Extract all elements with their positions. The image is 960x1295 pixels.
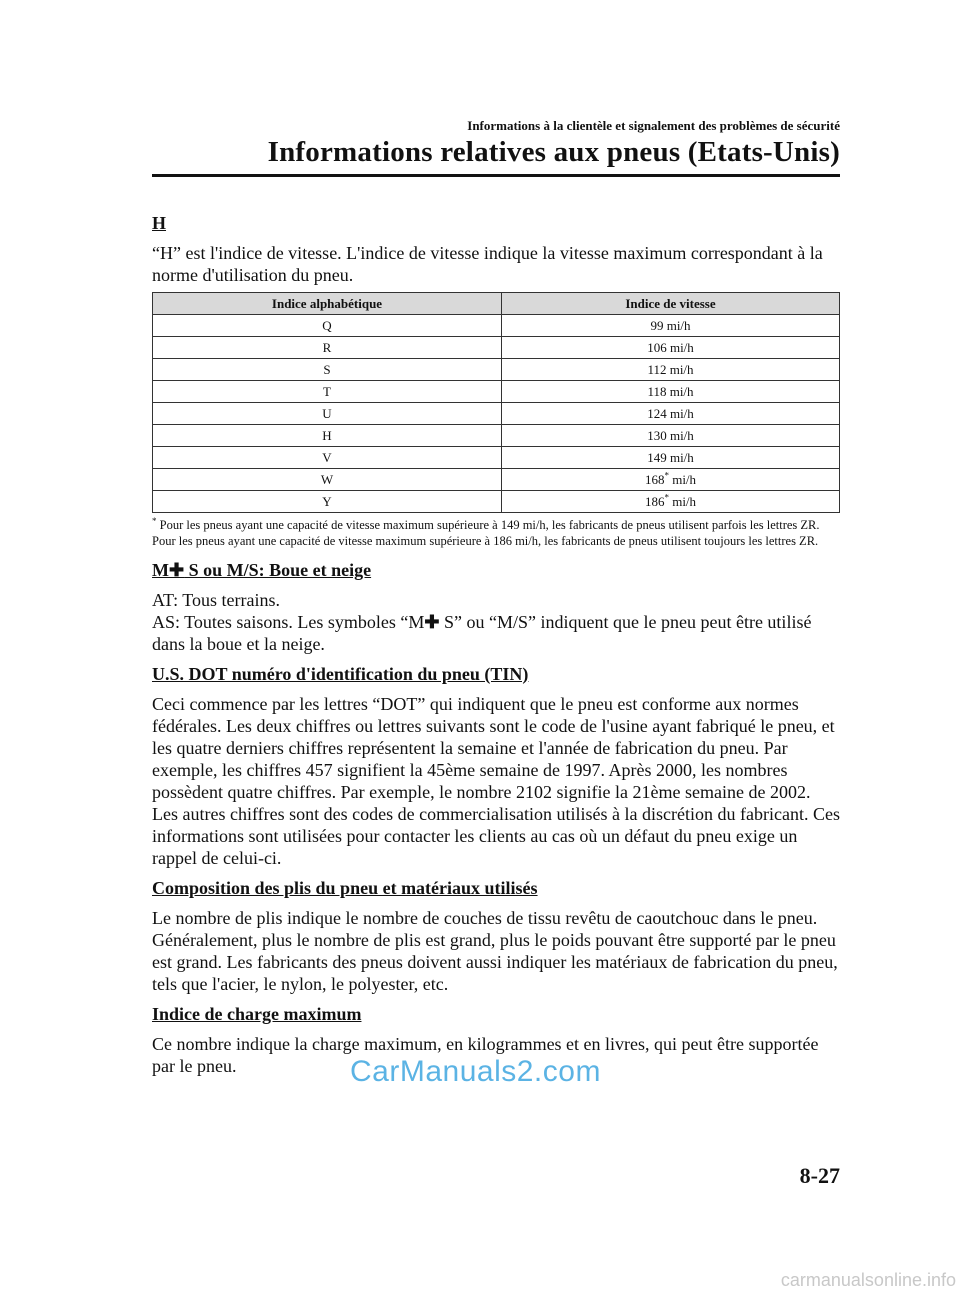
speed-index-description: “H” est l'indice de vitesse. L'indice de vitesse indique la vitesse maximum correspondant à la norme d'utilisation du pneu.	[152, 243, 823, 285]
header-divider	[152, 174, 840, 177]
table-row	[153, 337, 840, 359]
ply-composition-heading: Composition des plis du pneu et matériaux utilisés	[152, 878, 538, 898]
table-row	[153, 425, 840, 447]
speed-cell: 106 mi/h	[502, 337, 840, 359]
site-footer-watermark: carmanualsonline.info	[780, 1270, 956, 1290]
speed-value: 168	[644, 472, 665, 487]
speed-cell: 99 mi/h	[502, 315, 840, 337]
speed-unit: mi/h	[672, 472, 697, 487]
speed-cell: 112 mi/h	[502, 359, 840, 381]
table-footnote	[152, 517, 840, 549]
plus-icon: ✚	[424, 612, 440, 632]
speed-cell: 118 mi/h	[502, 381, 840, 403]
letter-cell: H	[153, 425, 502, 447]
footnote-marker: *	[664, 470, 669, 481]
ply-composition-description: Le nombre de plis indique le nombre de couches de tissu revêtu de caoutchouc dans le pneu. Généralement, plus le nombre de plis est grand, plus le poids pouvant être supporté par le pneu est grand. Les fabricants des pneus doivent aussi indiquer les matériaux de fabrication du pneu, tels que l'acier, le nylon, le polyester, etc.	[152, 908, 838, 994]
table-row	[153, 447, 840, 469]
speed-cell: 124 mi/h	[502, 403, 840, 425]
dot-tin-description: Ceci commence par les lettres “DOT” qui indiquent que le pneu est conforme aux normes fédérales. Les deux chiffres ou lettres suivants sont le code de l'usine ayant fabriqué le pneu, et les quatre derniers chiffres représentent la semaine et l'année de fabrication du pneu. Par exemple, les chiffres 457 signifient la 45ème semaine de 1997. Après 2000, les nombres possèdent quatre chiffres. Par exemple, le nombre 2102 signifie la 21ème semaine de 2002. Les autres chiffres sont des codes de commercialisation utilisés à la discrétion du fabricant. Ces informations sont utilisées pour contacter les clients au cas où un défaut du pneu exige un rappel de celui-ci.	[152, 694, 840, 868]
speed-index-heading: H	[152, 213, 167, 233]
watermark-logo: CarManuals2.com	[350, 1055, 601, 1088]
table-row	[153, 491, 840, 513]
table-row	[153, 315, 840, 337]
letter-cell: T	[153, 381, 502, 403]
dot-tin-heading: U.S. DOT numéro d'identification du pneu (TIN)	[152, 664, 529, 684]
letter-cell: V	[153, 447, 502, 469]
speed-unit: mi/h	[672, 494, 697, 509]
max-load-description: Ce nombre indique la charge maximum, en kilogrammes et en livres, qui peut être supportée par le pneu.	[152, 1034, 819, 1076]
speed-cell: 149 mi/h	[502, 447, 840, 469]
chapter-subtitle: Informations à la clientèle et signalement des problèmes de sécurité	[467, 118, 840, 133]
mud-snow-heading	[152, 559, 840, 581]
page-number: 8-27	[799, 1163, 840, 1188]
all-season-text-end: S” ou “M/S” indiquent que le pneu peut être utilisé dans la boue et la neige.	[152, 612, 812, 654]
all-terrain-line: AT: Tous terrains.	[152, 590, 280, 610]
footnote-marker: *	[664, 492, 669, 503]
letter-cell: W	[153, 469, 502, 491]
column-header-speed: Indice de vitesse	[502, 293, 840, 315]
footnote-text: Pour les pneus ayant une capacité de vitesse maximum supérieure à 149 mi/h, les fabricants de pneus utilisent parfois les lettres ZR. Pour les pneus ayant une capacité de vitesse maximum supérieure à 186 mi/h, les fabricants de pneus utilisent toujours les lettres ZR.	[152, 518, 820, 548]
speed-cell: 130 mi/h	[502, 425, 840, 447]
table-row	[153, 359, 840, 381]
speed-cell	[502, 469, 840, 491]
column-header-letter: Indice alphabétique	[153, 293, 502, 315]
all-season-text-start: AS: Toutes saisons. Les symboles “M	[152, 612, 425, 632]
section-title: Informations relatives aux pneus (Etats-Unis)	[267, 136, 840, 168]
table-row	[153, 403, 840, 425]
heading-prefix: M	[152, 560, 169, 580]
table-header-row	[153, 293, 840, 315]
speed-cell	[502, 491, 840, 513]
plus-icon: ✚	[169, 560, 185, 580]
speed-rating-table	[152, 292, 840, 513]
table-row	[153, 381, 840, 403]
letter-cell: S	[153, 359, 502, 381]
page-content	[152, 212, 840, 1085]
mud-snow-description	[152, 589, 840, 655]
letter-cell: Q	[153, 315, 502, 337]
letter-cell: U	[153, 403, 502, 425]
table-row	[153, 469, 840, 491]
footnote-marker: *	[152, 515, 157, 526]
max-load-heading: Indice de charge maximum	[152, 1004, 362, 1024]
heading-suffix: S ou M/S: Boue et neige	[184, 560, 372, 580]
letter-cell: Y	[153, 491, 502, 513]
speed-value: 186	[644, 494, 665, 509]
letter-cell: R	[153, 337, 502, 359]
